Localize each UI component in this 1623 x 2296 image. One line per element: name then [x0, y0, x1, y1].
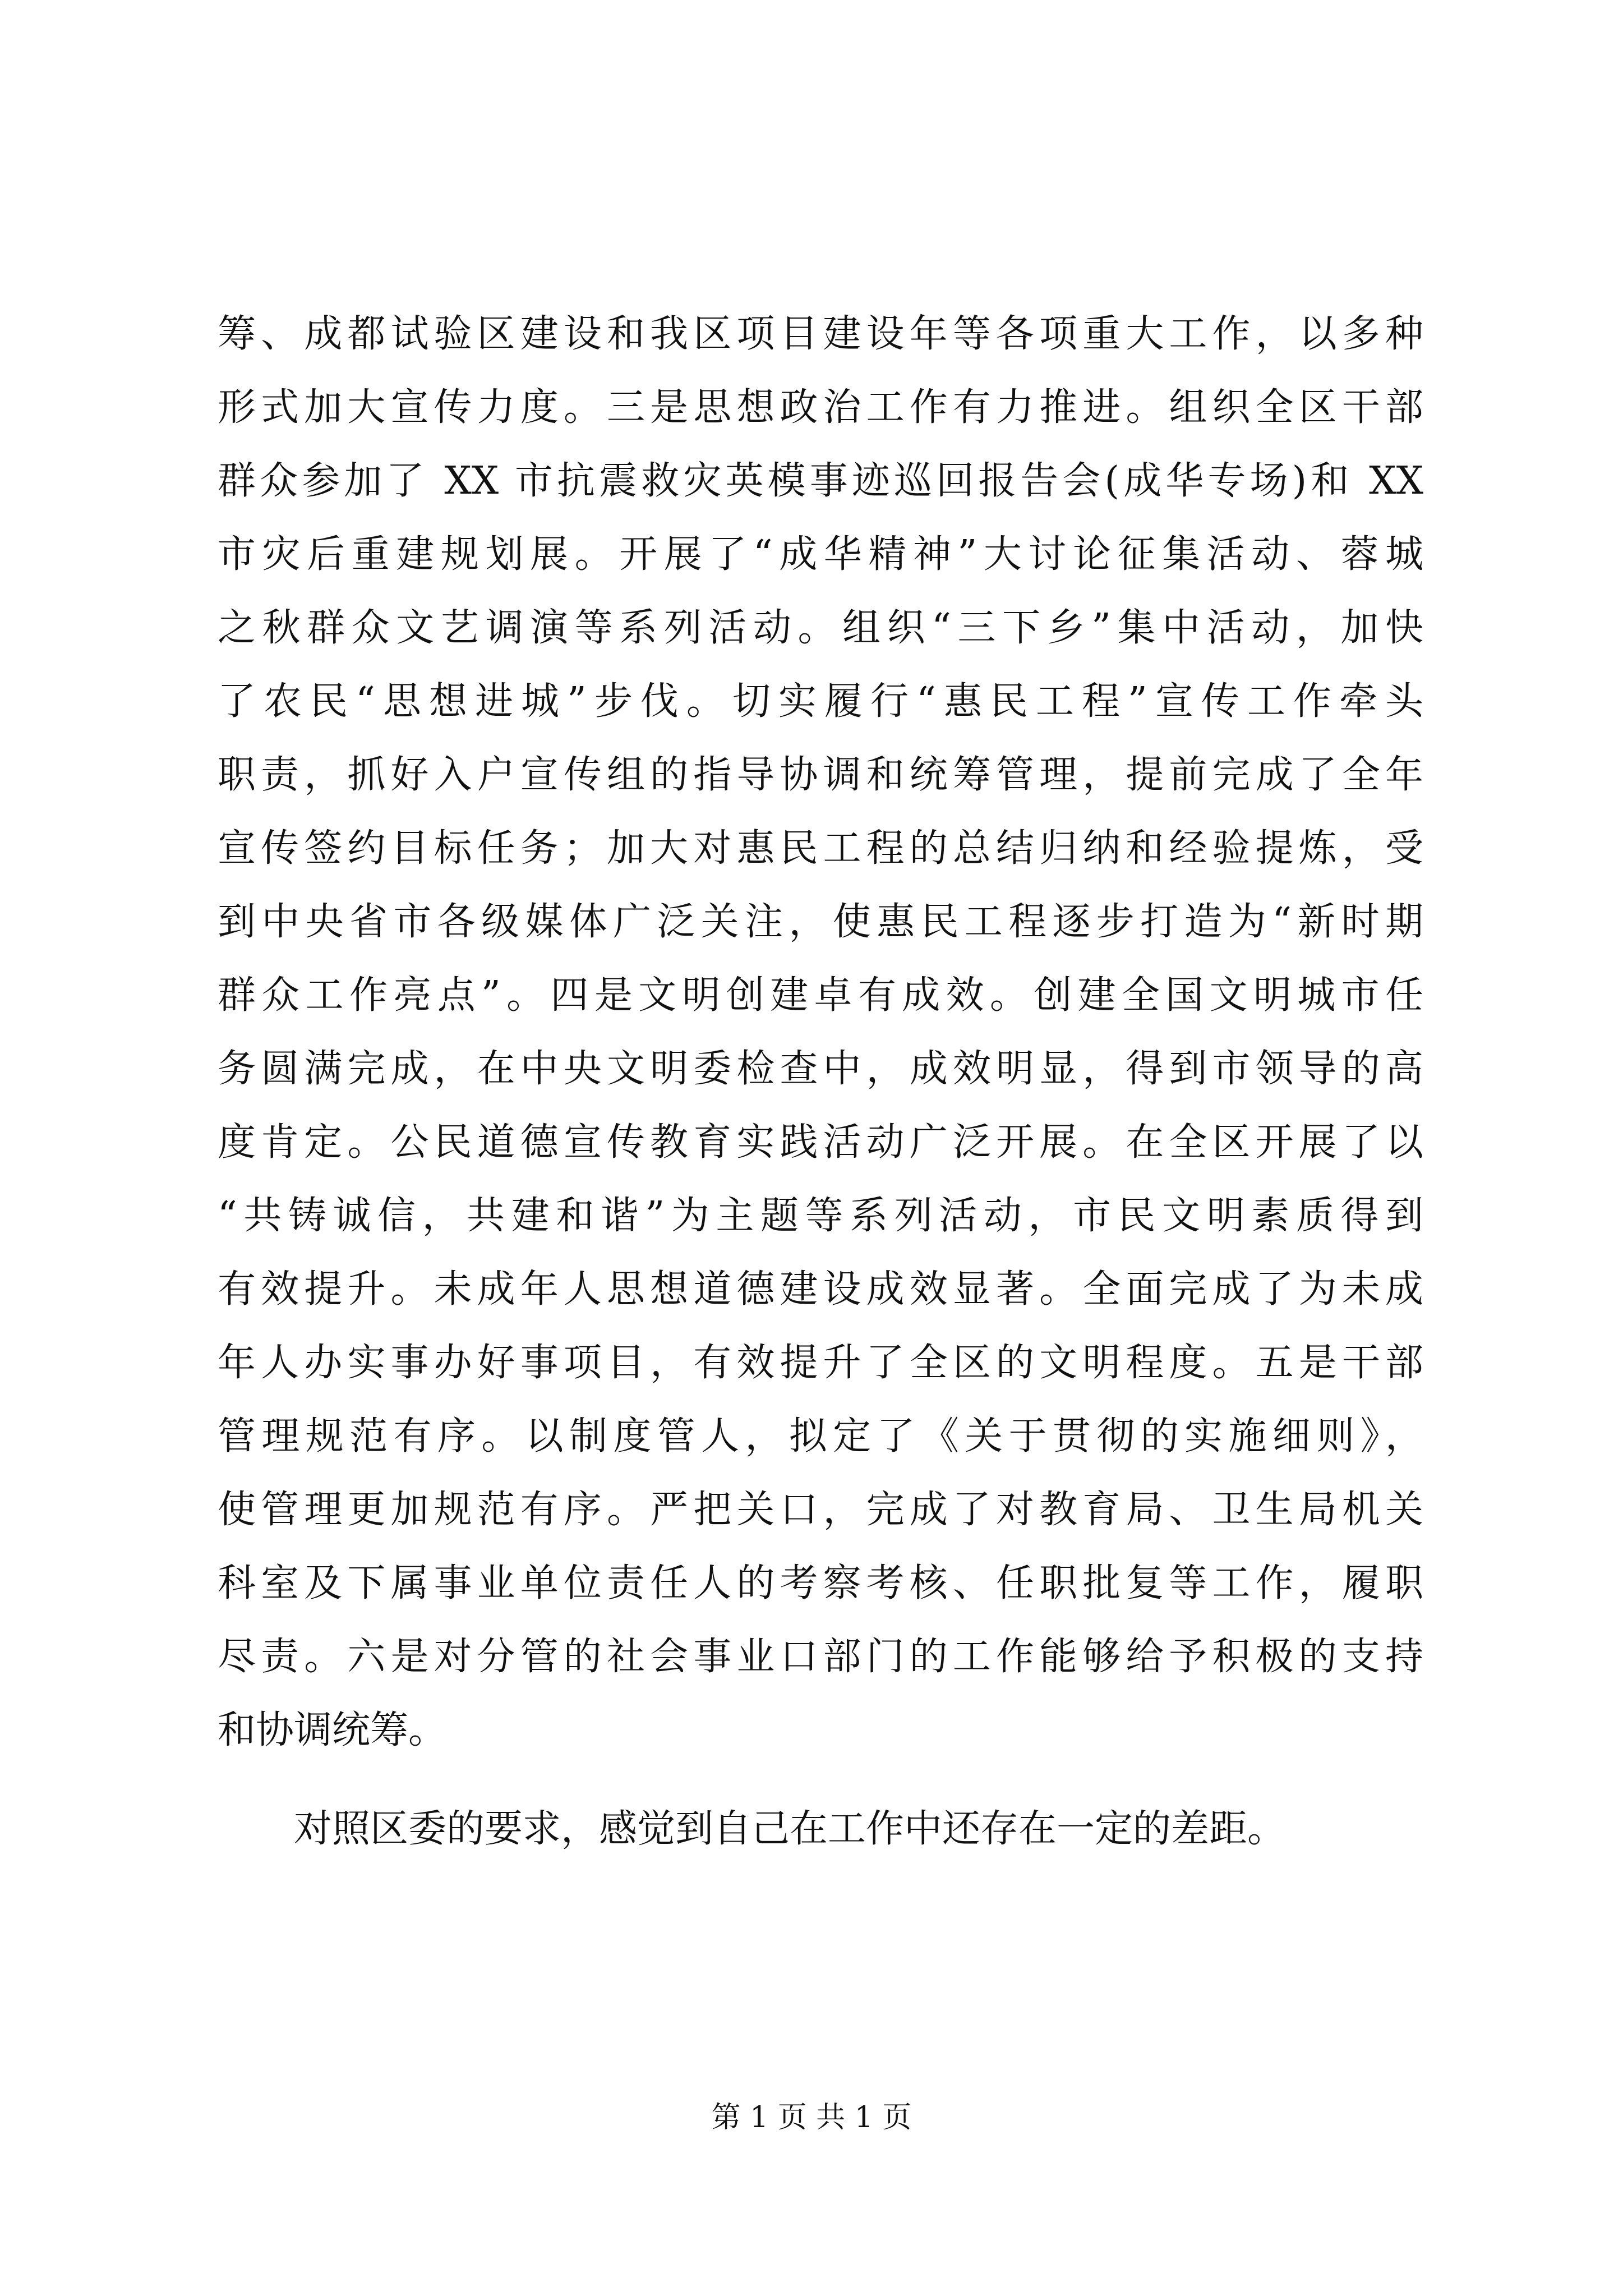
text-line: 年人办实事办好事项目，有效提升了全区的文明程度。五是干部: [218, 1341, 1423, 1385]
text-line: 务圆满完成，在中央文明委检查中，成效明显，得到市领导的高: [218, 1047, 1423, 1091]
text-line: 管理规范有序。以制度管人，拟定了《关于贯彻的实施细则》，: [218, 1414, 1423, 1458]
text-line: 和协调统筹。: [218, 1708, 447, 1752]
text-line: 度肯定。公民道德宣传教育实践活动广泛开展。在全区开展了以: [218, 1120, 1423, 1165]
page-footer: [0, 2101, 1623, 2134]
text-line: 有效提升。未成年人思想道德建设成效显著。全面完成了为未成: [218, 1267, 1423, 1312]
text-line: 使管理更加规范有序。严把关口，完成了对教育局、卫生局机关: [218, 1488, 1423, 1532]
document-body: [218, 297, 1423, 1866]
text-line: 宣传签约目标任务；加大对惠民工程的总结归纳和经验提炼，受: [218, 826, 1423, 871]
text-line: 群众工作亮点”。四是文明创建卓有成效。创建全国文明城市任: [218, 973, 1423, 1018]
text-line: 群众参加了 XX 市抗震救灾英模事迹巡回报告会(成华专场)和 XX: [218, 459, 1423, 503]
paragraph-2-line: 对照区委的要求，感觉到自己在工作中还存在一定的差距。: [218, 1807, 1286, 1851]
text-line: 了农民“思想进城”步伐。切实履行“惠民工程”宣传工作牵头: [218, 679, 1423, 724]
text-line: 尽责。六是对分管的社会事业口部门的工作能够给予积极的支持: [218, 1635, 1423, 1679]
text-line: 到中央省市各级媒体广泛关注，使惠民工程逐步打造为“新时期: [218, 900, 1423, 944]
page-number-label: 第 1 页 共 1 页: [711, 2101, 912, 2134]
text-line: 职责，抓好入户宣传组的指导协调和统筹管理，提前完成了全年: [218, 753, 1423, 797]
paragraph-gap: [218, 1767, 1423, 1792]
text-line: 筹、成都试验区建设和我区项目建设年等各项重大工作，以多种: [218, 312, 1423, 356]
text-line: 科室及下属事业单位责任人的考察考核、任职批复等工作，履职: [218, 1561, 1423, 1605]
text-line: 形式加大宣传力度。三是思想政治工作有力推进。组织全区干部: [218, 385, 1423, 430]
text-line: 市灾后重建规划展。开展了“成华精神”大讨论征集活动、蓉城: [218, 532, 1423, 577]
text-line: 之秋群众文艺调演等系列活动。组织“三下乡”集中活动，加快: [218, 606, 1423, 650]
text-line: “共铸诚信，共建和谐”为主题等系列活动，市民文明素质得到: [218, 1194, 1423, 1238]
